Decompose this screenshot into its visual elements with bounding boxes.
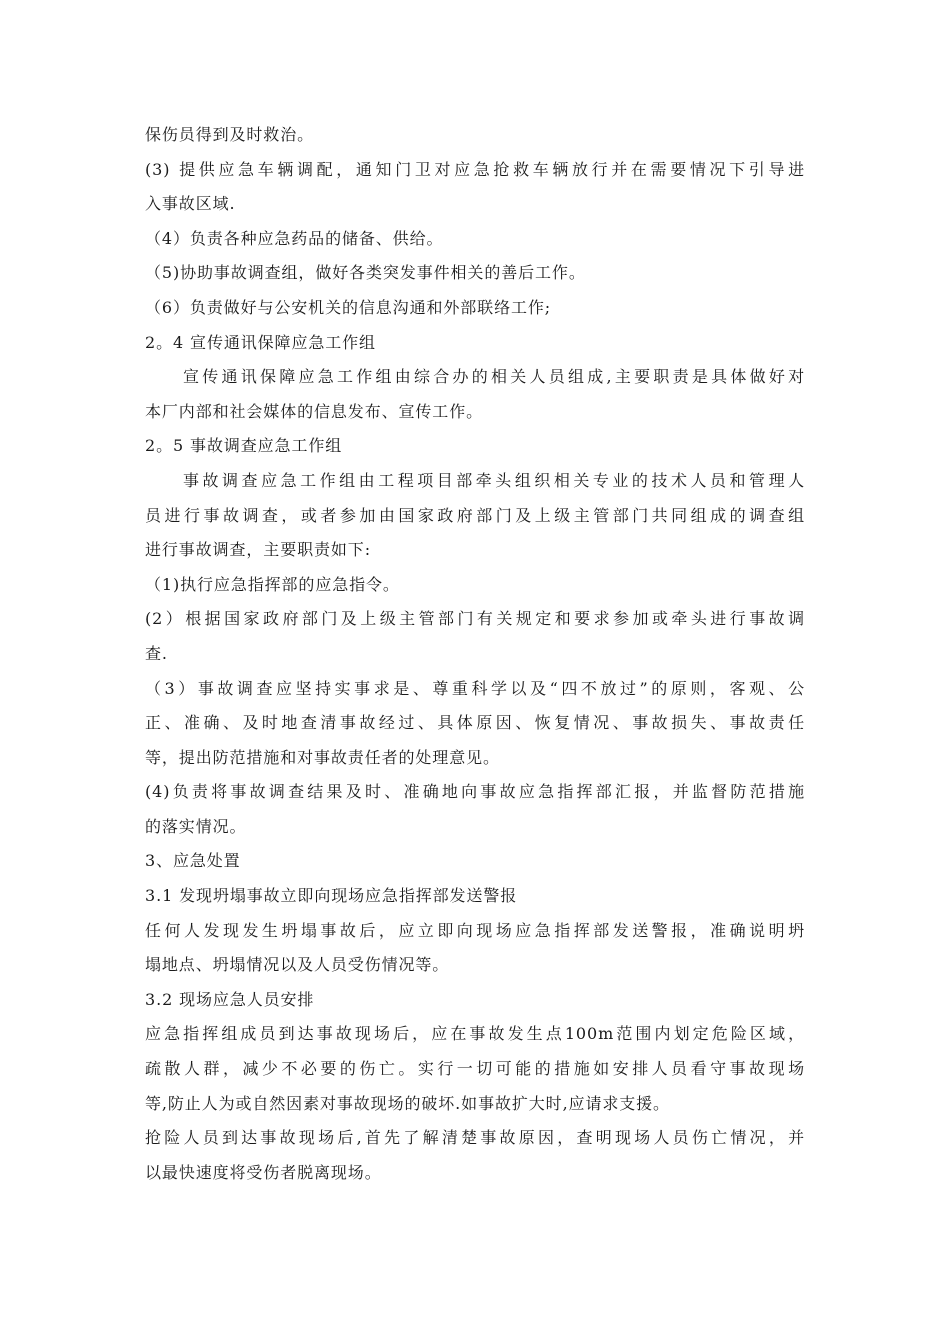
body-line-9: 本厂内部和社会媒体的信息发布、宣传工作。 (145, 401, 484, 421)
body-line-6: （6）负责做好与公安机关的信息沟通和外部联络工作; (145, 297, 552, 317)
body-line-24: 任何人发现发生坍塌事故后，应立即向现场应急指挥部发送警报，准确说明坍 (145, 920, 805, 940)
body-line-15: (2）根据国家政府部门及上级主管部门有关规定和要求参加或牵头进行事故调 (145, 609, 805, 629)
section-heading-3: 3、应急处置 (145, 851, 241, 871)
body-line-4: （4）负责各种应急药品的储备、供给。 (145, 228, 444, 248)
body-line-28: 疏散人群，减少不必要的伤亡。实行一切可能的措施如安排人员看守事故现场 (145, 1059, 805, 1079)
body-line-18: 正、准确、及时地查清事故经过、具体原因、恢复情况、事故损失、事故责任 (145, 713, 805, 733)
body-line-17: （3）事故调查应坚持实事求是、尊重科学以及“四不放过”的原则，客观、公 (145, 678, 805, 698)
body-line-25: 塌地点、坍塌情况以及人员受伤情况等。 (145, 955, 450, 975)
body-line-11: 事故调查应急工作组由工程项目部牵头组织相关专业的技术人员和管理人 (183, 470, 805, 490)
section-heading-2-5: 2。5 事故调查应急工作组 (145, 436, 343, 456)
body-line-21: 的落实情况。 (145, 816, 247, 836)
body-line-16: 查. (145, 643, 168, 663)
body-line-3: 入事故区域. (145, 194, 236, 214)
body-line-13: 进行事故调查，主要职责如下: (145, 540, 371, 560)
body-line-20: (4)负责将事故调查结果及时、准确地向事故应急指挥部汇报，并监督防范措施 (145, 782, 805, 802)
body-line-12: 员进行事故调查，或者参加由国家政府部门及上级主管部门共同组成的调查组 (145, 505, 805, 525)
body-line-5: （5)协助事故调查组，做好各类突发事件相关的善后工作。 (145, 263, 586, 283)
body-line-29: 等,防止人为或自然因素对事故现场的破坏.如事故扩大时,应请求支援。 (145, 1093, 670, 1113)
section-heading-3-2: 3.2 现场应急人员安排 (145, 989, 315, 1009)
body-line-14: （1)执行应急指挥部的应急指令。 (145, 574, 400, 594)
document-page (145, 118, 805, 1190)
body-line-8: 宣传通讯保障应急工作组由综合办的相关人员组成,主要职责是具体做好对 (183, 367, 805, 387)
body-line-1: 保伤员得到及时救治。 (145, 125, 315, 144)
body-line-2: (3) 提供应急车辆调配，通知门卫对应急抢救车辆放行并在需要情况下引导进 (145, 159, 805, 179)
body-line-19: 等，提出防范措施和对事故责任者的处理意见。 (145, 747, 500, 767)
body-line-31: 以最快速度将受伤者脱离现场。 (145, 1162, 382, 1182)
body-line-27: 应急指挥组成员到达事故现场后，应在事故发生点100m范围内划定危险区域， (145, 1024, 805, 1044)
section-heading-3-1: 3.1 发现坍塌事故立即向现场应急指挥部发送警报 (145, 886, 518, 906)
section-heading-2-4: 2。4 宣传通讯保障应急工作组 (145, 332, 376, 352)
body-line-30: 抢险人员到达事故现场后,首先了解清楚事故原因，查明现场人员伤亡情况，并 (145, 1128, 805, 1148)
